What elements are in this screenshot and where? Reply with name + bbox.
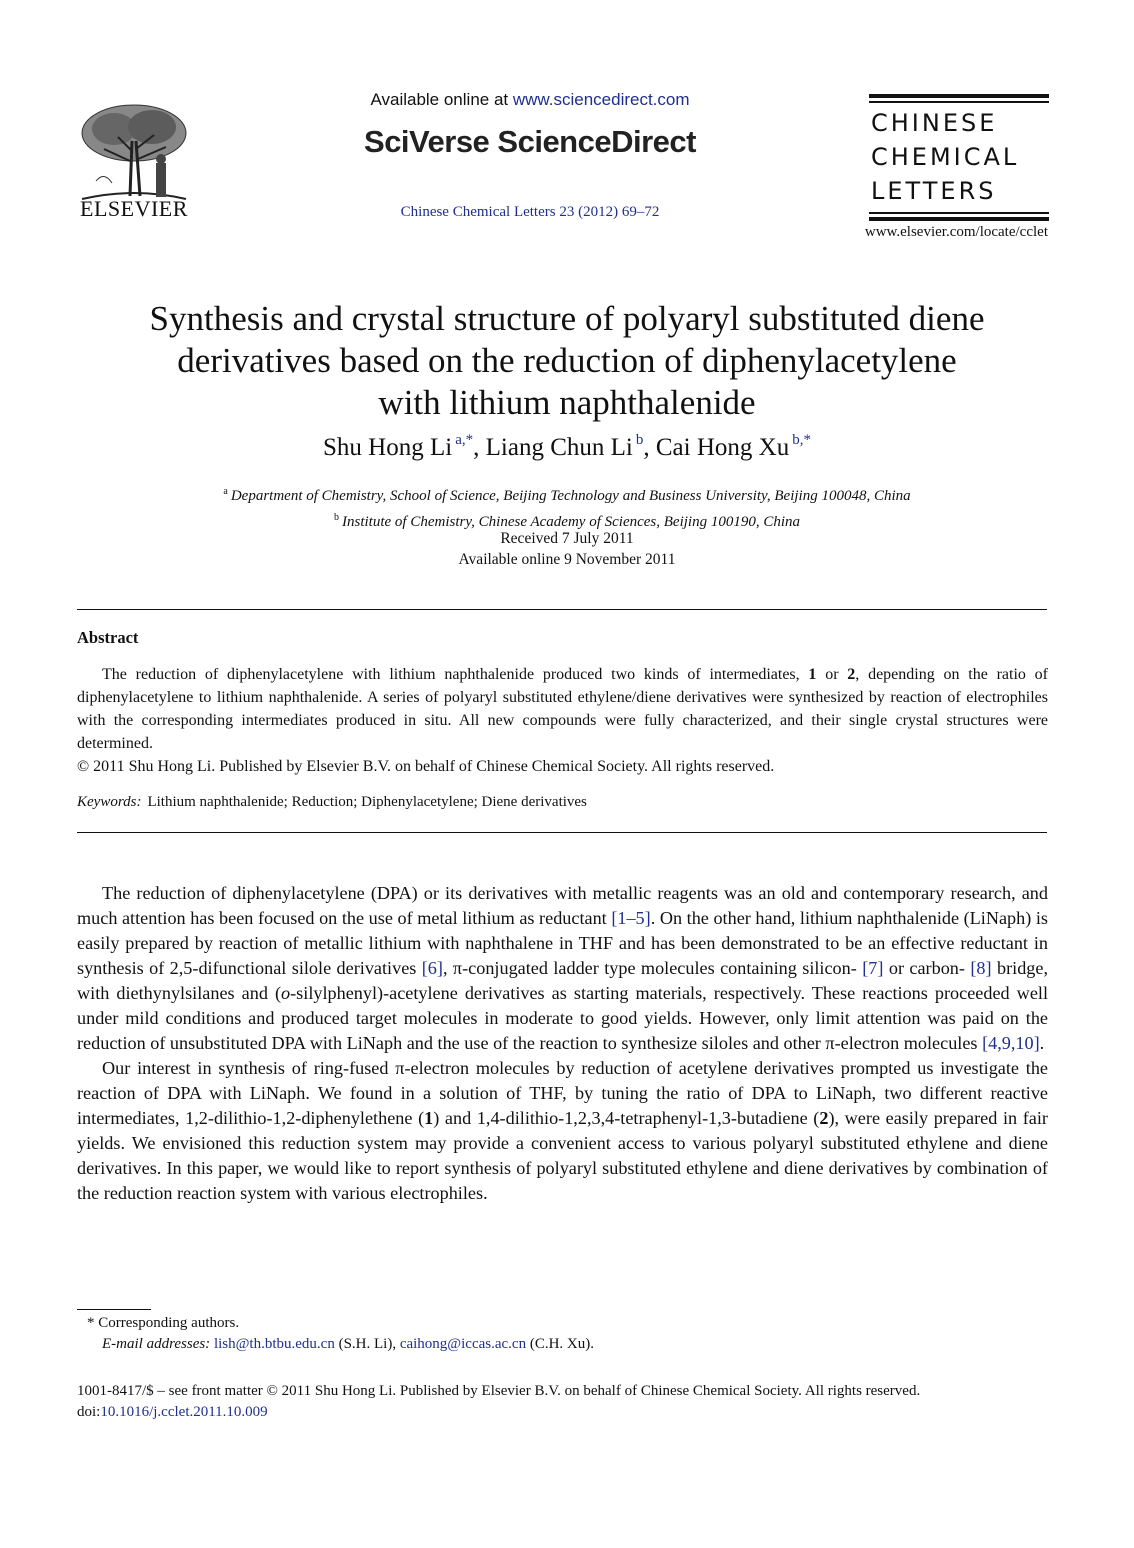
masthead-line-3: LETTERS — [871, 177, 997, 205]
author-affiliation-link[interactable]: b — [635, 432, 644, 448]
reference-link[interactable]: [4,9,10] — [982, 1033, 1040, 1053]
affiliations — [80, 481, 1054, 533]
online-date: Available online 9 November 2011 — [458, 551, 676, 568]
masthead-rule-top — [869, 94, 1049, 98]
abstract-paragraph: The reduction of diphenylacetylene with lithium naphthalenide produced two kinds of intermediates, 1 or 2, depending on the ratio of diphenylacetylene to lithium naphthalenide. A series of polyaryl substituted ethylene/diene derivatives were synthesized by reaction of electrophiles with the corresponding intermediates produced in situ. All new compounds were fully characterized, and their single crystal structures were determined. — [77, 666, 1049, 752]
journal-header — [0, 0, 1134, 250]
footnote-rule — [77, 1309, 151, 1310]
affiliation-mark: b — [334, 512, 339, 523]
journal-masthead — [869, 94, 1049, 224]
abstract-body — [77, 663, 1048, 778]
available-online-line — [320, 90, 740, 110]
keywords — [77, 794, 587, 811]
title-line-2: derivatives based on the reduction of diphenylacetylene — [177, 341, 957, 380]
body-paragraph-1: The reduction of diphenylacetylene (DPA) or its derivatives with metallic reagents was an old and contemporary research, and much attention has been focused on the use of metal lithium as reductant [1–5]. On the other hand, lithium naphthalenide (LiNaph) is easily prepared by reaction of metallic lithium with naphthalene in THF and has been demonstrated to be an effective reductant in synthesis of 2,5-difunctional silole derivatives [6], π-conjugated ladder type molecules containing silicon- [7] or carbon- [8] bridge, with diethynylsilanes and (o-silylphenyl)-acetylene derivatives as starting materials, respectively. These reactions proceeded well under mild conditions and produced target molecules in moderate to good yields. However, only limit attention was paid on the reduction of unsubstituted DPA with LiNaph and the use of the reaction to synthesize siloles and other π-electron molecules [4,9,10]. — [77, 883, 1048, 1053]
doi-label: doi: — [77, 1404, 101, 1420]
available-online-text: Available online at — [370, 90, 513, 109]
reference-link[interactable]: [1–5] — [611, 908, 651, 928]
reference-link[interactable]: [7] — [862, 958, 884, 978]
masthead-rule-top-thin — [869, 101, 1049, 103]
reference-link[interactable]: [8] — [970, 958, 992, 978]
divider — [77, 832, 1047, 833]
author-name: Shu Hong Li — [323, 434, 453, 461]
author-name: Cai Hong Xu — [655, 434, 790, 461]
affiliation-a — [80, 481, 1054, 507]
affiliation-text: Department of Chemistry, School of Science, Beijing Technology and Business University, Beijing 100048, China — [230, 488, 911, 504]
masthead-line-2: CHEMICAL — [871, 143, 1020, 171]
doi-line — [77, 1404, 268, 1421]
article-title — [80, 298, 1054, 424]
author-list: Shu Hong Li $^{a,*}$, Liang Chun Li $^b$, Cai Hong Xu $^{b,*}$ — [323, 432, 811, 461]
sciencedirect-link[interactable]: www.sciencedirect.com — [512, 90, 690, 109]
elsevier-wordmark: ELSEVIER — [80, 196, 188, 221]
body-paragraph-2: Our interest in synthesis of ring-fused π-electron molecules by reduction of acetylene derivatives prompted us investigate the reaction of DPA with LiNaph. We found in a solution of THF, by tuning the ratio of DPA to LiNaph, two different reactive intermediates, 1,2-dilithio-1,2-diphenylethene (1) and 1,4-dilithio-1,2,3,4-tetraphenyl-1,3-butadiene (2), were easily prepared in fair yields. We envisioned this reduction system may provide a convenient access to various polyaryl substituted ethylene and diene derivatives. In this paper, we would like to report synthesis of polyaryl substituted ethylene and diene derivatives by combination of the reduction reaction system with various electrophiles. — [77, 1058, 1048, 1203]
doi-link[interactable]: 10.1016/j.cclet.2011.10.009 — [100, 1404, 268, 1420]
title-line-1: Synthesis and crystal structure of polyaryl substituted diene — [149, 299, 985, 338]
abstract-copyright: © 2011 Shu Hong Li. Published by Elsevier B.V. on behalf of Chinese Chemical Society. All rights reserved. — [77, 758, 775, 775]
article-dates — [80, 528, 1054, 570]
email-link[interactable]: caihong@iccas.ac.cn — [399, 1336, 527, 1352]
received-date: Received 7 July 2011 — [500, 530, 634, 547]
journal-url[interactable]: www.elsevier.com/locate/cclet — [864, 224, 1048, 240]
affiliation-mark: a — [223, 486, 228, 497]
keywords-list: Lithium naphthalenide; Reduction; Diphenylacetylene; Diene derivatives — [147, 794, 587, 810]
issn-copyright-line: 1001-8417/$ – see front matter © 2011 Shu Hong Li. Published by Elsevier B.V. on behalf of Chinese Chemical Society. All rights reserved. — [77, 1383, 921, 1399]
masthead-rule-bottom — [869, 217, 1049, 221]
corresponding-footnote: * Corresponding authors. — [87, 1315, 240, 1331]
abstract-heading: Abstract — [77, 628, 139, 647]
reference-link[interactable]: [6] — [421, 958, 443, 978]
article-body — [77, 881, 1048, 1206]
affiliation-text: Institute of Chemistry, Chinese Academy of Sciences, Beijing 100190, China — [342, 514, 800, 530]
title-line-3: with lithium naphthalenide — [378, 383, 756, 422]
email-footnote: E-mail addresses: lish@th.btbu.edu.cn (S.H. Li), caihong@iccas.ac.cn (C.H. Xu). — [102, 1336, 594, 1352]
masthead-line-1: CHINESE — [871, 109, 998, 137]
author-name: Liang Chun Li — [485, 434, 633, 461]
keywords-label: Keywords: — [77, 794, 142, 810]
sciverse-wordmark: SciVerse ScienceDirect — [364, 124, 696, 159]
email-label: E-mail addresses: — [102, 1336, 211, 1352]
author-affiliation-link[interactable]: b,* — [792, 432, 811, 448]
email-link[interactable]: lish@th.btbu.edu.cn — [213, 1336, 335, 1352]
divider — [77, 609, 1047, 610]
journal-citation[interactable]: Chinese Chemical Letters 23 (2012) 69–72 — [400, 204, 660, 220]
author-affiliation-link[interactable]: a,* — [455, 432, 474, 448]
masthead-rule-bottom-thin — [869, 212, 1049, 214]
